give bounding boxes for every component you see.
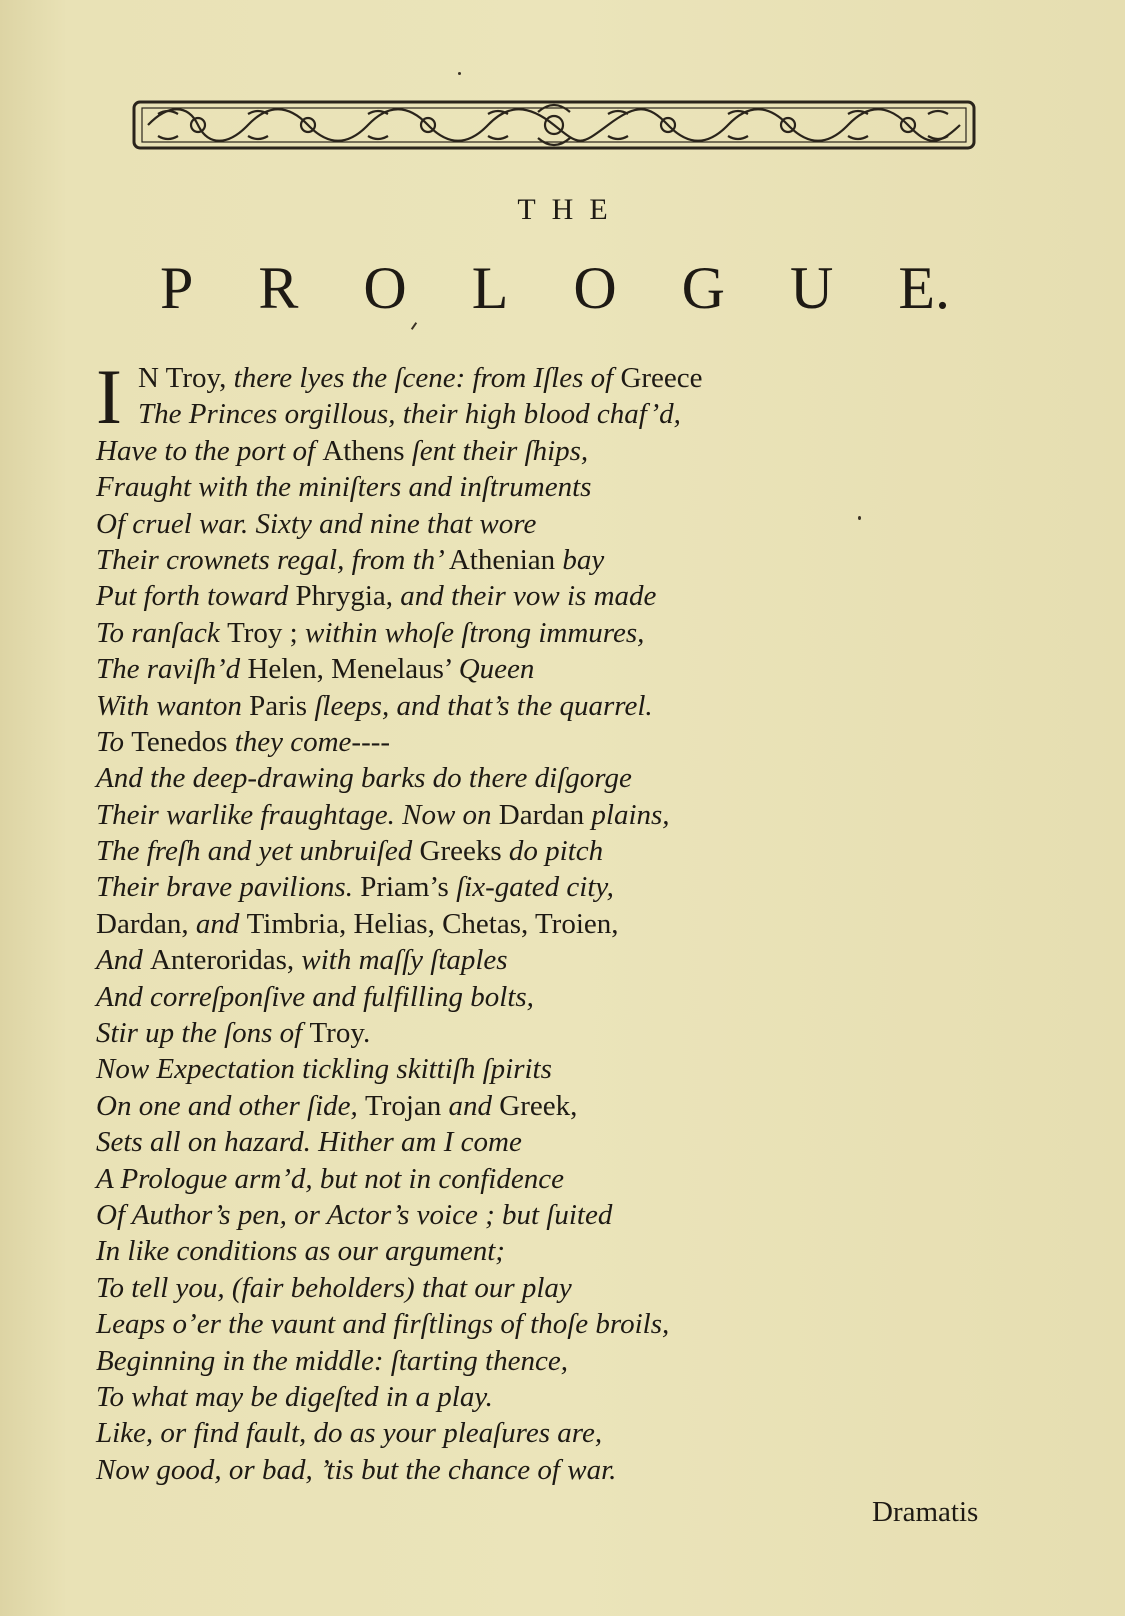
italic-text: To what may be digeſted in a play. [96,1380,493,1413]
poem-line [96,979,996,1015]
italic-text: Now Expectation tickling skittiſh ſpirits [96,1053,552,1086]
poem-line [96,615,996,651]
italic-text: Of Author’s pen, or Actor’s voice ; but ſuited [96,1198,613,1231]
heading-letter: U [790,255,834,321]
italic-text: Leaps o’er the vaunt and firſtlings of thoſe broils, [96,1308,670,1341]
italic-text: And the deep-drawing barks do there diſgorge [96,762,632,795]
roman-text: Paris [249,689,315,722]
roman-text: Trojan [365,1089,449,1122]
poem-line [96,760,996,796]
poem-line [96,1452,996,1488]
italic-text: and [195,907,247,940]
roman-text: Athens [322,434,412,467]
heading-letter: E. [898,255,950,321]
roman-text: Priam’s [360,871,457,904]
poem-line [96,506,996,542]
italic-text: In like conditions as our argument; [96,1235,505,1268]
italic-text: bay [562,543,605,576]
italic-text: ſent their ſhips, [411,434,589,467]
italic-text: With wanton [96,689,250,722]
roman-text: Anteroridas, [149,944,302,977]
poem-line [96,1270,996,1306]
italic-text: Put forth toward [96,580,296,613]
poem-line [96,469,996,505]
print-speck [411,322,417,330]
poem-line [96,396,996,432]
italic-text: Now good, or bad, ’tis but the chance of war. [96,1453,617,1486]
poem-line [96,688,996,724]
italic-text: Fraught with the miniſters and inſtruments [96,471,592,504]
italic-text: Their crownets regal, from th’ [96,543,449,576]
italic-text: Have to the port of [96,434,323,467]
heading-letter: O [363,255,407,321]
poem-line [96,724,996,760]
italic-text: and [448,1089,500,1122]
heading-letter: G [681,255,726,321]
poem-line [96,1306,996,1342]
italic-text: Like, or find fault, do as your pleaſures are, [96,1417,603,1450]
heading-letter: R [258,255,299,321]
italic-text: The Princes orgillous, their high blood chaf’d, [138,398,681,431]
roman-text: N Troy, [138,362,234,394]
poem-line [96,1051,996,1087]
poem-line [96,869,996,905]
italic-text: and their vow is made [400,580,657,613]
roman-text: Athenian [448,543,563,576]
poem-line [96,833,996,869]
italic-text: To tell you, (fair beholders) that our play [96,1271,572,1304]
poem-line [96,1233,996,1269]
poem-line [96,1015,996,1051]
italic-text: And [96,944,150,977]
italic-text: ſleeps, and that’s the quarrel. [314,689,653,722]
italic-text: Of cruel war. Sixty and nine that wore [96,507,537,540]
italic-text: To [96,725,132,758]
italic-text: Their warlike fraughtage. Now on [96,798,499,831]
italic-text: ſix-gated city, [456,871,614,904]
roman-text: Greeks [419,835,509,868]
italic-text: with maſſy ſtaples [301,944,508,977]
italic-text: To ranſack [96,616,228,649]
roman-text: Dardan, [96,907,196,940]
italic-text: Beginning in the middle: ſtarting thence, [96,1344,568,1377]
roman-text: Troy ; [227,616,305,649]
roman-text: Troy. [309,1017,371,1050]
italic-text: The raviſh’d [96,653,248,686]
heading-letter: L [471,255,509,321]
italic-text: there lyes the ſcene: from Iſles of [233,362,621,394]
italic-text: A Prologue arm’d, but not in confidence [96,1162,564,1195]
italic-text: do pitch [508,835,604,868]
poem-line [96,797,996,833]
poem-line [96,1088,996,1124]
poem-line [96,1197,996,1233]
poem-line [96,1343,996,1379]
decorative-headpiece-ornament [128,94,980,156]
roman-text: Greece [620,362,703,394]
italic-text: And correſponſive and fulfilling bolts, [96,980,534,1013]
italic-text: Stir up the ſons of [96,1017,310,1050]
prologue-poem [96,353,996,1488]
poem-line [96,1124,996,1160]
poem-line [96,578,996,614]
roman-text: Phrygia, [295,580,401,613]
italic-text: Sets all on hazard. Hither am I come [96,1126,522,1159]
poem-line [96,433,996,469]
poem-line [96,360,996,396]
italic-text: Their brave pavilions. [96,871,361,904]
roman-text: Greek, [499,1089,578,1122]
roman-text: Dardan [498,798,592,831]
poem-line [96,1379,996,1415]
heading-the: THE [517,193,624,226]
roman-text: Helen, Menelaus’ [247,653,459,686]
poem-line [96,1415,996,1451]
italic-text: Queen [458,653,535,686]
italic-text: plains, [591,798,670,831]
heading-letter: O [573,255,617,321]
poem-line [96,906,996,942]
italic-text: The freſh and yet unbruiſed [96,835,420,868]
print-speck [858,516,861,520]
poem-line [96,542,996,578]
poem-line [96,651,996,687]
drop-cap-letter: I [96,353,122,440]
italic-text: they come---- [234,725,391,758]
poem-line [96,942,996,978]
italic-text: within whoſe ſtrong immures, [304,616,645,649]
catchword: Dramatis [872,1496,979,1528]
heading-prologue [160,255,950,321]
print-speck [458,72,461,75]
poem-line [96,1161,996,1197]
italic-text: On one and other ſide, [96,1089,366,1122]
roman-text: Tenedos [131,725,235,758]
roman-text: Timbria, Helias, Chetas, Troien, [246,907,619,940]
heading-letter: P [160,255,194,321]
